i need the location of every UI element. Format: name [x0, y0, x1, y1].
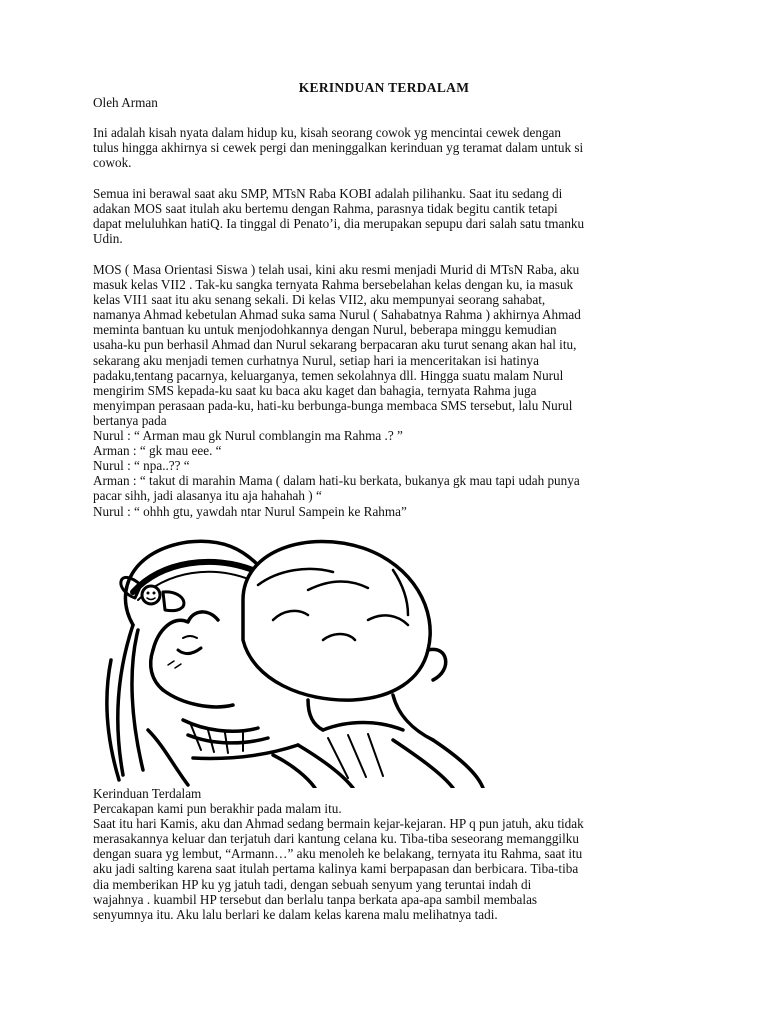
text-line: senyumnya itu. Aku lalu berlari ke dalam kelas karena malu melihatnya tadi. [93, 906, 498, 922]
dialogue-line: Arman : “ takut di marahin Mama ( dalam hati-ku berkata, bukanya gk mau tapi udah punya [93, 473, 580, 489]
text-line: merasakannya keluar dan terjatuh dari kantung celana ku. Tiba-tiba seseorang memanggilku [93, 831, 579, 847]
text-line: Udin. [93, 231, 123, 247]
text-line: dapat meluluhkan hatiQ. Ia tinggal di Penato’i, dia merupakan sepupu dari salah satu tmanku [93, 216, 585, 232]
text-line: sekarang aku menjadi temen curhatnya Nurul, setiap hari ia menceritakan isi hatinya [93, 352, 540, 368]
text-line: mengirim SMS kepada-ku saat ku baca aku kaget dan bahagia, ternyata Rahma juga [93, 382, 537, 398]
kissing-couple-drawing [93, 530, 513, 788]
couple-illustration [93, 530, 513, 788]
text-line: Percakapan kami pun berakhir pada malam itu. [93, 801, 342, 817]
text-line: adakan MOS saat itulah aku bertemu dengan Rahma, parasnya tidak begitu cantik tetapi [93, 201, 558, 217]
text-line: meminta bantuan ku untuk menjodohkannya dengan Nurul, beberapa minggu kemudian [93, 322, 557, 338]
text-line: cowok. [93, 155, 132, 171]
text-line: namanya Ahmad kebetulan Ahmad suka sama Nurul ( Sahabatnya Rahma ) akhirnya Ahmad [93, 307, 581, 323]
paragraph-2 [93, 262, 683, 519]
dialogue-line: Nurul : “ ohhh gtu, yawdah ntar Nurul Sampein ke Rahma” [93, 503, 407, 519]
text-line: MOS ( Masa Orientasi Siswa ) telah usai, kini aku resmi menjadi Murid di MTsN Raba, aku [93, 262, 580, 277]
dialogue-line: pacar sihh, jadi alasanya itu aja hahahah ) “ [93, 488, 322, 504]
text-line: aku jadi salting karena saat itulah pertama kalinya kami berpapasan dan berbicara. Tiba-tiba [93, 861, 579, 877]
text-line: menyimpan perasaan pada-ku, hati-ku berbunga-bunga membaca SMS tersebut, lalu Nurul [93, 397, 573, 413]
dialogue-line: Arman : “ gk mau eee. “ [93, 443, 222, 459]
text-line: tulus hingga akhirnya si cewek pergi dan meninggalkan kerinduan yg teramat dalam untuk si [93, 140, 584, 156]
text-line: Saat itu hari Kamis, aku dan Ahmad sedang bermain kejar-kejaran. HP q pun jatuh, aku tidak [93, 816, 584, 832]
paragraph-3 [93, 786, 683, 922]
paragraph-1 [93, 186, 683, 246]
text-line: dia memberikan HP ku yg jatuh tadi, dengan sebuah senyum yang teruntai indah di [93, 876, 532, 892]
text-line: bertanya pada [93, 412, 167, 428]
dialogue-line: Nurul : “ npa..?? “ [93, 458, 190, 474]
caption: Kerinduan Terdalam [93, 786, 202, 801]
author-line [93, 95, 683, 110]
text-line: usaha-ku pun berhasil Ahmad dan Nurul sekarang berpacaran aku turut senang akan hal itu, [93, 337, 577, 353]
text-line: wajahnya . kuambil HP tersebut dan berlalu tanpa berkata apa-apa sambil membalas [93, 891, 538, 907]
document-title: KERINDUAN TERDALAM [298, 80, 470, 95]
text-line: dengan suara yg lembut, “Armann…” aku menoleh ke belakang, ternyata itu Rahma, saat itu [93, 846, 583, 862]
text-line: Ini adalah kisah nyata dalam hidup ku, kisah seorang cowok yg mencintai cewek dengan [93, 125, 562, 140]
intro-paragraph [93, 125, 683, 170]
author: Oleh Arman [93, 95, 158, 110]
text-line: masuk kelas VII2 . Tak-ku sangka ternyata Rahma bersebelahan kelas dengan ku, ia masuk [93, 277, 574, 293]
text-line: kelas VII1 saat itu aku senang sekali. Di kelas VII2, aku mempunyai seorang sahabat, [93, 292, 546, 308]
text-line: Semua ini berawal saat aku SMP, MTsN Raba KOBI adalah pilihanku. Saat itu sedang di [93, 186, 563, 201]
dialogue-line: Nurul : “ Arman mau gk Nurul comblangin ma Rahma .? ” [93, 428, 403, 444]
text-line: padaku,tentang pacarnya, keluarganya, temen sekolahnya dll. Hingga suatu malam Nurul [93, 367, 564, 383]
